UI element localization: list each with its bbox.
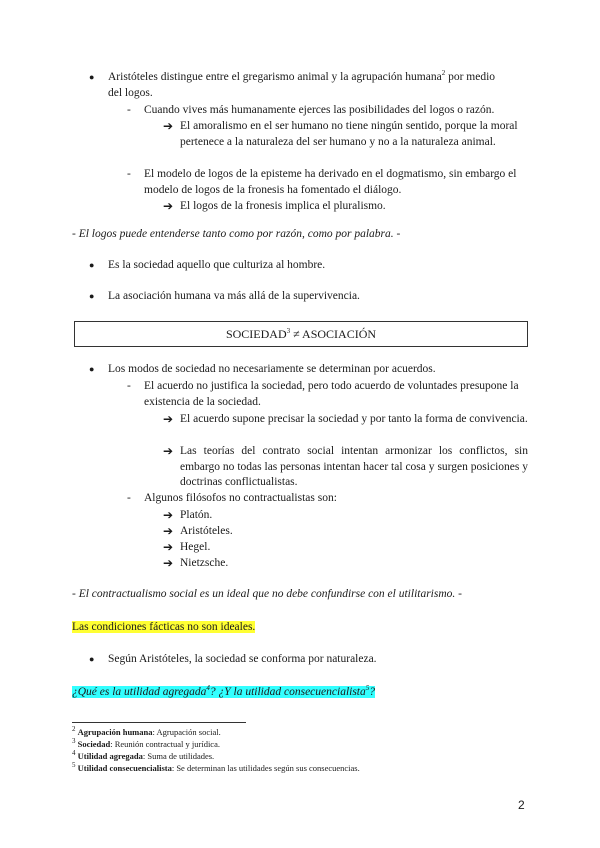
bullet-1-text: [108, 70, 495, 86]
footnote-separator: [72, 722, 246, 723]
footnote-definition: : Se determinan las utilidades según sus consecuencias.: [171, 763, 360, 773]
question-part-a: ¿Qué es la utilidad agregada: [72, 686, 207, 698]
footnote-definition: : Agrupación social.: [152, 727, 221, 737]
footnote-number: 3: [72, 737, 76, 746]
footnote-term: Sociedad: [77, 739, 111, 749]
dash-marker: -: [127, 168, 131, 180]
arrow-icon: ➔: [163, 524, 174, 538]
footnote-number: 4: [72, 749, 76, 758]
bullet-1-line1a: Aristóteles distingue entre el gregarismo animal y la agrupación humana: [108, 71, 442, 83]
footnote-definition: : Suma de utilidades.: [142, 751, 215, 761]
footnote-definition: : Reunión contractual y jurídica.: [110, 739, 220, 749]
arrow-icon: ➔: [163, 412, 174, 426]
bullet-marker: ●: [89, 260, 95, 270]
bullet-3-text: La asociación humana va más allá de la supervivencia.: [108, 290, 360, 302]
section-heading-box: [74, 321, 528, 347]
dash-marker: -: [127, 492, 131, 504]
dash-2-text: El modelo de logos de la episteme ha derivado en el dogmatismo, sin embargo el modelo de logos de la fronesis ha fomentado el diálogo.: [144, 168, 517, 196]
dash-1-text: Cuando vives más humanamente ejerces las posibilidades del logos o razón.: [144, 104, 495, 116]
bullet-marker: ●: [89, 72, 95, 82]
arrow-4-text: Las teorías del contrato social intentan armonizar los conflictos, sin embargo no todas las personas intentan hacer tal cosa y surgen posiciones y doctrinas conflictualistas.: [180, 445, 528, 488]
footnote-term: Utilidad agregada: [77, 751, 143, 761]
bullet-2-text: Es la sociedad aquello que culturiza al hombre.: [108, 259, 326, 271]
arrow-icon: ➔: [163, 508, 174, 522]
footnote-ref-2[interactable]: 2: [441, 69, 446, 78]
footnote-number: 5: [72, 761, 76, 770]
footnote-ref-5[interactable]: 5: [365, 684, 370, 693]
footnote-ref-3[interactable]: 3: [286, 327, 291, 335]
footnote-term: Utilidad consecuencialista: [77, 763, 172, 773]
arrow-icon: ➔: [163, 556, 174, 570]
highlight-yellow-text: Las condiciones fácticas no son ideales.: [72, 621, 256, 633]
page-number: 2: [518, 798, 525, 812]
footnote-4: [72, 751, 214, 762]
footnote-term: Agrupación humana: [77, 727, 153, 737]
philosopher-item: Aristóteles.: [180, 525, 233, 537]
arrow-icon: ➔: [163, 199, 174, 213]
italic-note-1: - El logos puede entenderse tanto como por razón, como por palabra. -: [72, 228, 401, 240]
dash-marker: -: [127, 380, 131, 392]
bullet-marker: ●: [89, 291, 95, 301]
footnote-ref-4[interactable]: 4: [206, 684, 210, 693]
bullet-marker: ●: [89, 364, 95, 374]
footnote-3: [72, 739, 220, 750]
bullet-1-line2: del logos.: [108, 87, 153, 99]
bullet-5-text: Según Aristóteles, la sociedad se conforma por naturaleza.: [108, 653, 377, 665]
philosopher-item: Hegel.: [180, 541, 211, 553]
arrow-1-text: El amoralismo en el ser humano no tiene ningún sentido, porque la moral pertenece a la naturaleza del ser humano y no a la naturaleza animal.: [180, 120, 518, 148]
bullet-4-text: Los modos de sociedad no necesariamente se determinan por acuerdos.: [108, 363, 436, 375]
heading-text-b: ≠ ASOCIACIÓN: [290, 327, 377, 341]
italic-note-2: - El contractualismo social es un ideal que no debe confundirse con el utilitarismo. -: [72, 588, 462, 600]
arrow-2-text: El logos de la fronesis implica el pluralismo.: [180, 200, 386, 212]
arrow-3-text: El acuerdo supone precisar la sociedad y por tanto la forma de convivencia.: [180, 413, 528, 425]
question-part-c: ?: [369, 686, 375, 698]
philosopher-item: Nietzsche.: [180, 557, 229, 569]
heading-text-a: SOCIEDAD: [225, 327, 287, 341]
dash-marker: -: [127, 104, 131, 116]
bullet-marker: ●: [89, 654, 95, 664]
highlighted-statement: [72, 620, 255, 636]
arrow-icon: ➔: [163, 119, 174, 133]
philosopher-item: Platón.: [180, 509, 213, 521]
footnote-number: 2: [72, 725, 76, 734]
question-part-b: ? ¿Y la utilidad consecuencialista: [209, 686, 366, 698]
dash-4-text: Algunos filósofos no contractualistas son:: [144, 492, 337, 504]
footnote-5: [72, 763, 360, 774]
dash-3-text: El acuerdo no justifica la sociedad, pero todo acuerdo de voluntades presupone la existencia de la sociedad.: [144, 380, 519, 408]
highlighted-question: [72, 685, 375, 701]
footnote-2: [72, 727, 221, 738]
arrow-icon: ➔: [163, 444, 174, 458]
arrow-icon: ➔: [163, 540, 174, 554]
bullet-1-line1b: por medio: [445, 71, 496, 83]
